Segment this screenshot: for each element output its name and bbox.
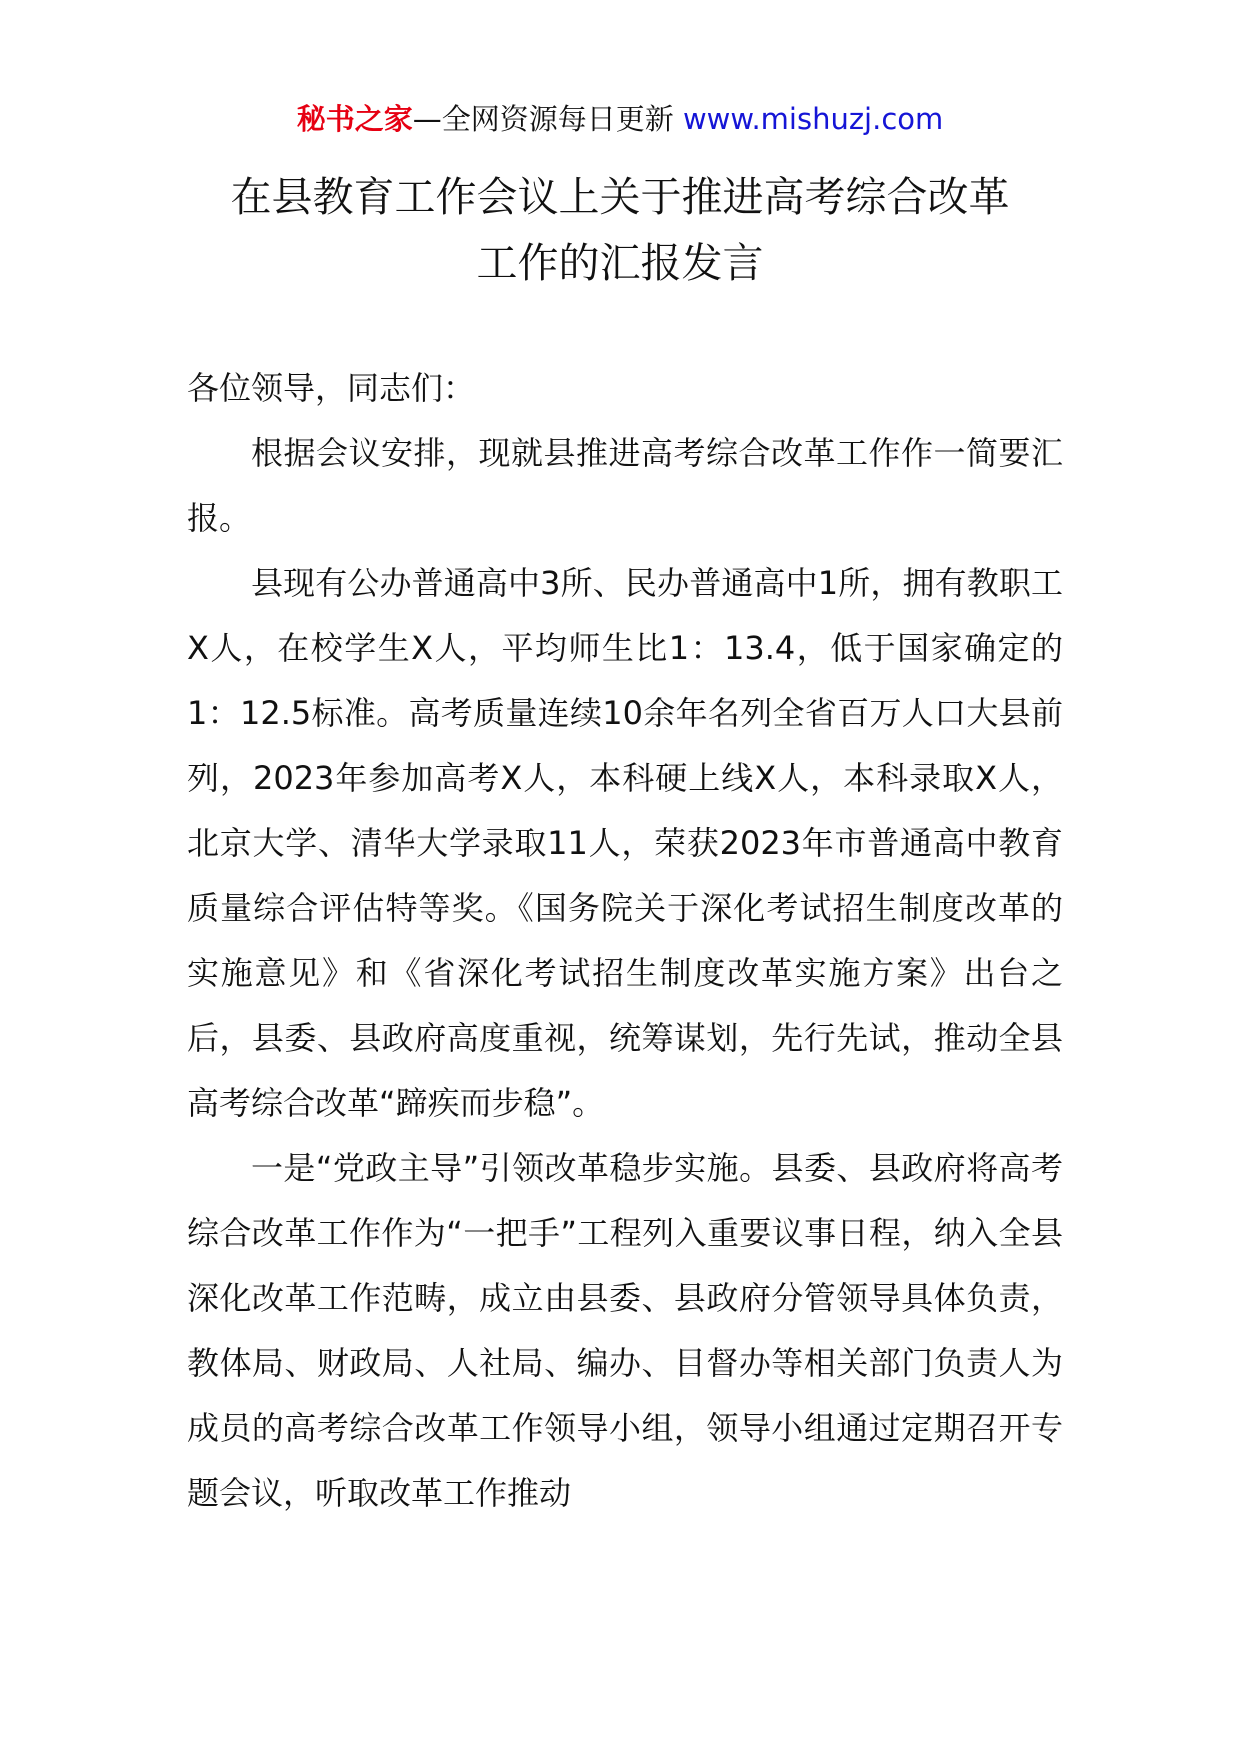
- body-paragraph-2: 县现有公办普通高中3所、民办普通高中1所，拥有教职工X人，在校学生X人，平均师生比1：13.4，低于国家确定的1：12.5标准。高考质量连续10余年名列全省百万人口大县前列，2023年参加高考X人，本科硬上线X人，本科录取X人，北京大学、清华大学录取11人，荣获2023年市普通高中教育质量综合评估特等奖。《国务院关于深化考试招生制度改革的实施意见》和《省深化考试招生制度改革实施方案》出台之后，县委、县政府高度重视，统筹谋划，先行先试，推动全县高考综合改革“蹄疾而步稳”。: [187, 564, 1063, 1122]
- site-header: [0, 98, 1240, 140]
- document-body: [187, 356, 1063, 1526]
- document-title-line-2: 工作的汇报发言: [476, 239, 764, 287]
- site-tagline: —全网资源每日更新: [412, 102, 683, 136]
- site-url-link[interactable]: www.mishuzj.com: [682, 102, 944, 136]
- document-title-line-1: 在县教育工作会议上关于推进高考综合改革: [230, 173, 1010, 221]
- body-paragraph-1: 根据会议安排，现就县推进高考综合改革工作作一简要汇报。: [187, 434, 1063, 537]
- body-paragraph-3: 一是“党政主导”引领改革稳步实施。县委、县政府将高考综合改革工作作为“一把手”工程列入重要议事日程，纳入全县深化改革工作范畴，成立由县委、县政府分管领导具体负责，教体局、财政局、人社局、编办、目督办等相关部门负责人为成员的高考综合改革工作领导小组，领导小组通过定期召开专题会议，听取改革工作推动: [187, 1149, 1063, 1512]
- salutation: 各位领导，同志们：: [187, 369, 476, 407]
- document-title: [0, 164, 1240, 296]
- site-brand: 秘书之家: [296, 102, 413, 136]
